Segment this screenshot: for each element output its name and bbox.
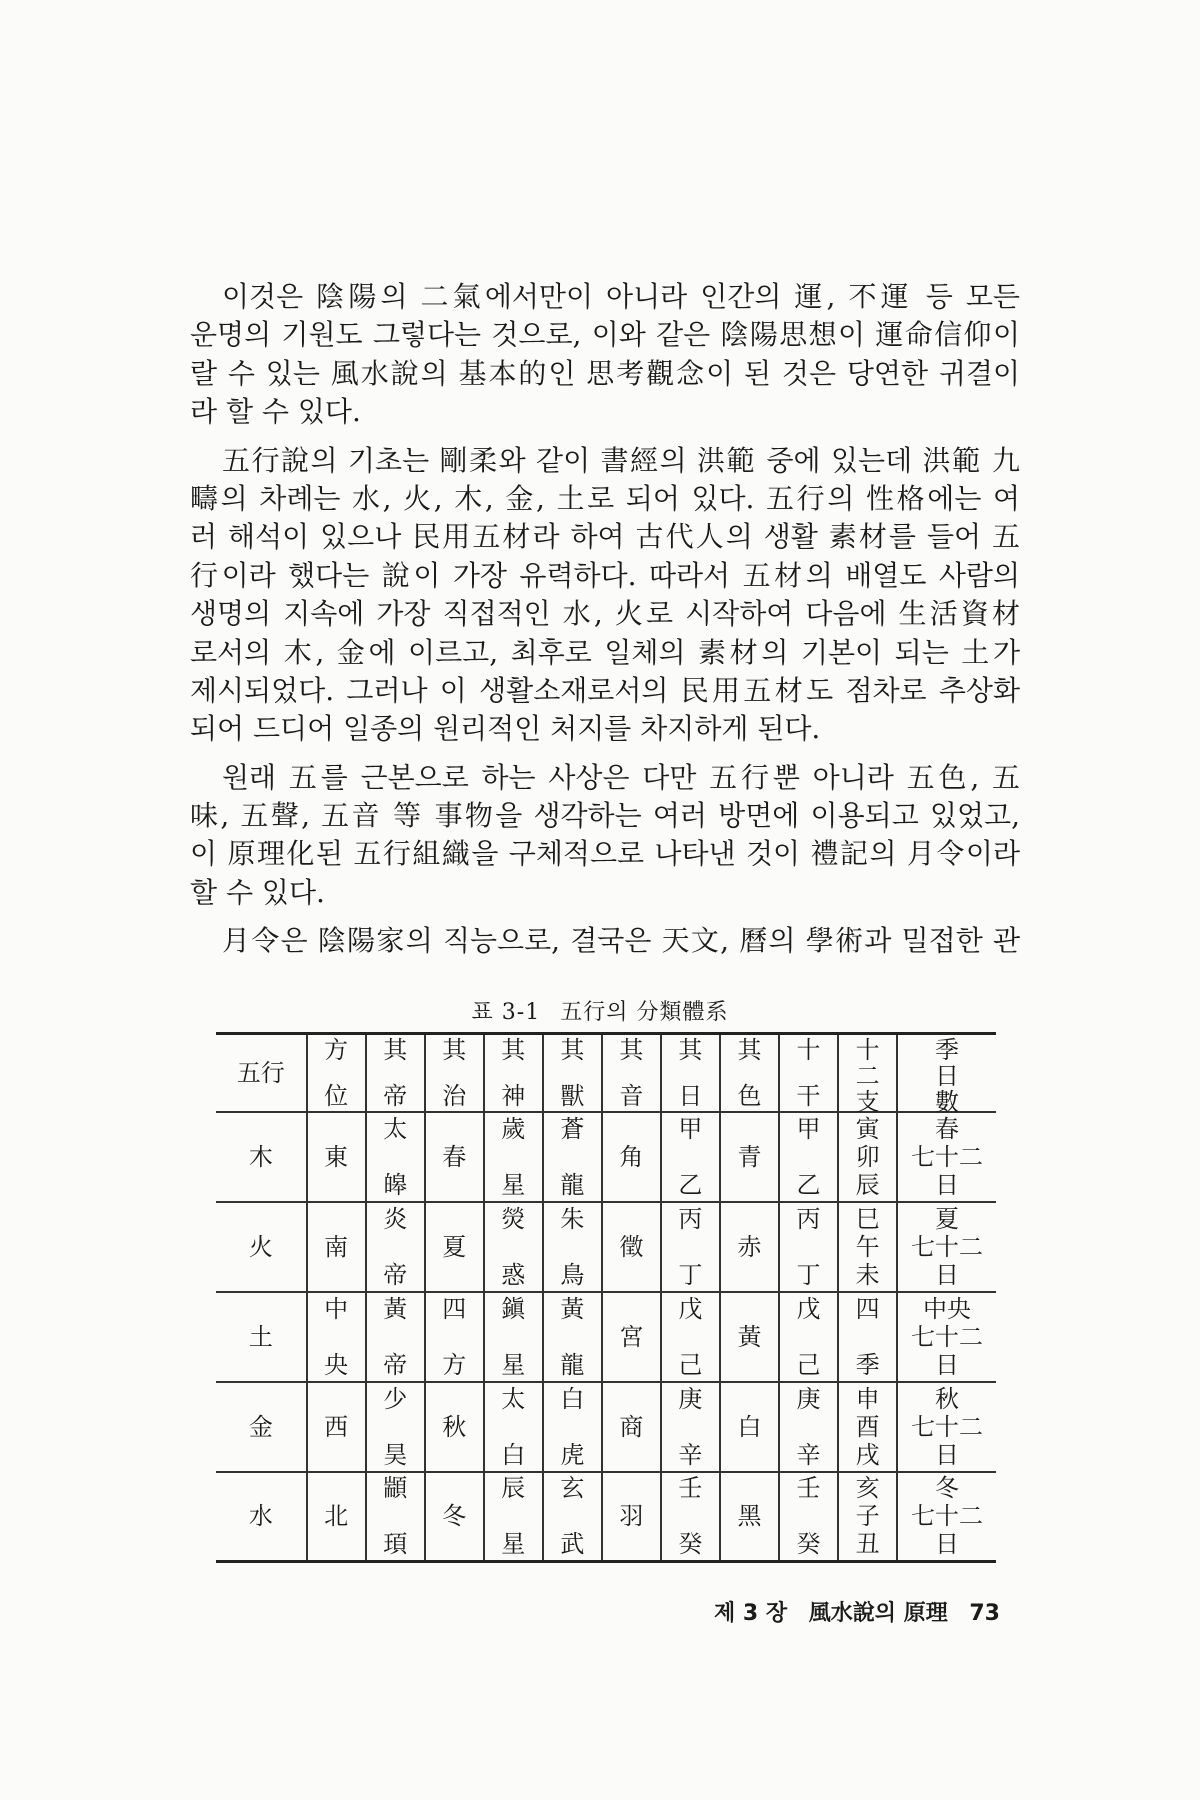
table-header-cell	[661, 1034, 720, 1112]
cell-text: 羽	[619, 1502, 644, 1531]
cell-text: 位	[324, 1081, 349, 1110]
cell-text: 七十二	[911, 1142, 984, 1171]
text-line: 로서의 木, 金에 이르고, 최후로 일체의 素材의 기본이 되는 土가	[190, 635, 1020, 669]
body-text	[190, 278, 1020, 971]
paragraph-3	[190, 759, 1020, 913]
cell-text: 四	[442, 1294, 467, 1323]
cell-text: 西	[324, 1412, 349, 1441]
table-cell	[216, 1472, 307, 1562]
cell-text: 秋	[442, 1412, 467, 1441]
cell-text: 寅	[855, 1114, 880, 1143]
cell-text: 壬	[678, 1474, 703, 1503]
table-cell	[216, 1292, 307, 1382]
cell-text: 戌	[855, 1440, 880, 1469]
cell-text: 癸	[796, 1530, 821, 1559]
text-line: 되어 드디어 일종의 원리적인 처지를 차지하게 된다.	[190, 712, 821, 746]
table-cell	[543, 1472, 602, 1562]
table-cell	[897, 1472, 996, 1562]
cell-text: 帝	[383, 1081, 408, 1110]
cell-text: 戊	[796, 1294, 821, 1323]
cell-text: 武	[560, 1530, 585, 1559]
paragraph-4	[190, 922, 1020, 960]
table-cell	[720, 1292, 779, 1382]
table-cell	[779, 1382, 838, 1472]
cell-text: 七十二	[911, 1412, 984, 1441]
table-cell	[661, 1382, 720, 1472]
table-cell	[366, 1292, 425, 1382]
cell-text: 二	[855, 1061, 880, 1090]
cell-text: 冬	[935, 1474, 960, 1503]
cell-text: 歲	[501, 1114, 526, 1143]
cell-text: 戊	[678, 1294, 703, 1323]
table-cell	[543, 1112, 602, 1202]
cell-text: 色	[737, 1081, 762, 1110]
cell-text: 龍	[560, 1350, 585, 1379]
cell-text: 星	[501, 1170, 526, 1199]
cell-text: 木	[248, 1142, 273, 1171]
cell-text: 金	[248, 1412, 273, 1441]
cell-text: 音	[619, 1081, 644, 1110]
cell-text: 徵	[619, 1232, 644, 1261]
table-cell	[425, 1112, 484, 1202]
cell-text: 星	[501, 1350, 526, 1379]
cell-text: 庚	[678, 1384, 703, 1413]
table-cell	[484, 1472, 543, 1562]
cell-text: 頊	[383, 1530, 408, 1559]
cell-text: 日	[935, 1170, 960, 1199]
cell-text: 甲	[678, 1114, 703, 1143]
text-line: 러 해석이 있으나 民用五材라 하여 古代人의 생활 素材를 들어 五	[190, 520, 1020, 554]
table-header-cell	[216, 1034, 307, 1112]
text-line: 五行說의 기초는 剛柔와 같이 書經의 洪範 중에 있는데 洪範 九	[222, 443, 1020, 477]
text-line: 라 할 수 있다.	[190, 395, 361, 429]
cell-text: 惑	[501, 1260, 526, 1289]
cell-text: 丁	[796, 1260, 821, 1289]
cell-text: 太	[383, 1114, 408, 1143]
cell-text: 帝	[383, 1350, 408, 1379]
cell-text: 太	[501, 1384, 526, 1413]
cell-text: 朱	[560, 1204, 585, 1233]
page-number: 73	[969, 1601, 1000, 1626]
table-cell	[720, 1382, 779, 1472]
cell-text: 亥	[855, 1474, 880, 1503]
cell-text: 日	[935, 1061, 960, 1090]
cell-text: 南	[324, 1232, 349, 1261]
table-cell	[425, 1292, 484, 1382]
table-cell	[838, 1112, 897, 1202]
cell-text: 青	[737, 1142, 762, 1171]
table-cell	[779, 1292, 838, 1382]
table-cell	[484, 1202, 543, 1292]
five-elements-table	[216, 1032, 996, 1563]
text-line: 月令은 陰陽家의 직능으로, 결국은 天文, 曆의 學術과 밀접한 관	[222, 924, 1020, 958]
paragraph-1	[190, 278, 1020, 432]
table-cell	[216, 1112, 307, 1202]
cell-text: 鎭	[501, 1294, 526, 1323]
cell-text: 辰	[855, 1170, 880, 1199]
table-cell	[366, 1112, 425, 1202]
cell-text: 黃	[560, 1294, 585, 1323]
text-line: 疇의 차례는 水, 火, 木, 金, 土로 되어 있다. 五行의 性格에는 여	[190, 481, 1020, 515]
text-line: 운명의 기원도 그렇다는 것으로, 이와 같은 陰陽思想이 運命信仰이	[190, 318, 1020, 352]
cell-text: 鳥	[560, 1260, 585, 1289]
table-cell	[366, 1202, 425, 1292]
table-cell	[661, 1112, 720, 1202]
cell-text: 丑	[855, 1530, 880, 1559]
cell-text: 春	[442, 1142, 467, 1171]
cell-text: 七十二	[911, 1232, 984, 1261]
cell-text: 玄	[560, 1474, 585, 1503]
cell-text: 四	[855, 1294, 880, 1323]
table-cell	[838, 1472, 897, 1562]
cell-text: 數	[935, 1087, 960, 1116]
table-cell	[779, 1112, 838, 1202]
cell-text: 治	[442, 1081, 467, 1110]
table-header-cell	[307, 1034, 366, 1112]
cell-text: 其	[678, 1035, 703, 1064]
cell-text: 辰	[501, 1474, 526, 1503]
table-cell	[307, 1202, 366, 1292]
cell-text: 未	[855, 1260, 880, 1289]
table-cell	[484, 1292, 543, 1382]
table-header-cell	[720, 1034, 779, 1112]
table-cell	[307, 1292, 366, 1382]
table-cell	[216, 1382, 307, 1472]
table-cell	[425, 1472, 484, 1562]
cell-text: 己	[678, 1350, 703, 1379]
table-header-row	[216, 1034, 996, 1112]
cell-text: 巳	[855, 1204, 880, 1233]
cell-text: 央	[324, 1350, 349, 1379]
cell-text: 甲	[796, 1114, 821, 1143]
table-caption	[0, 995, 1200, 1026]
text-line: 랄 수 있는 風水說의 基本的인 思考觀念이 된 것은 당연한 귀결이	[190, 356, 1020, 390]
cell-text: 夏	[442, 1232, 467, 1261]
cell-text: 中	[324, 1294, 349, 1323]
cell-text: 炎	[383, 1204, 408, 1233]
cell-text: 日	[935, 1350, 960, 1379]
table-cell	[366, 1382, 425, 1472]
table-cell	[661, 1292, 720, 1382]
cell-text: 土	[248, 1322, 273, 1351]
table-header-cell	[779, 1034, 838, 1112]
table-header-cell	[543, 1034, 602, 1112]
cell-text: 子	[855, 1502, 880, 1531]
cell-text: 辛	[678, 1440, 703, 1469]
text-line: 이것은 陰陽의 二氣에서만이 아니라 인간의 運, 不運 등 모든	[222, 280, 1020, 313]
cell-text: 商	[619, 1412, 644, 1441]
cell-text: 申	[855, 1384, 880, 1413]
cell-text: 日	[678, 1081, 703, 1110]
table-cell	[602, 1382, 661, 1472]
cell-text: 東	[324, 1142, 349, 1171]
table-cell	[602, 1472, 661, 1562]
table-cell	[897, 1202, 996, 1292]
cell-text: 白	[737, 1412, 762, 1441]
table-cell	[838, 1292, 897, 1382]
cell-text: 丙	[678, 1204, 703, 1233]
cell-text: 黃	[737, 1322, 762, 1351]
cell-text: 水	[248, 1502, 273, 1531]
cell-text: 其	[619, 1035, 644, 1064]
table-cell	[602, 1292, 661, 1382]
cell-text: 己	[796, 1350, 821, 1379]
cell-text: 帝	[383, 1260, 408, 1289]
cell-text: 方	[324, 1035, 349, 1064]
chapter-label: 제 3 장	[713, 1601, 788, 1626]
table-cell	[897, 1112, 996, 1202]
table-cell	[307, 1472, 366, 1562]
cell-text: 白	[501, 1440, 526, 1469]
cell-text: 七十二	[911, 1502, 984, 1531]
cell-text: 辛	[796, 1440, 821, 1469]
cell-text: 乙	[678, 1170, 703, 1199]
table-cell	[720, 1112, 779, 1202]
table-cell	[720, 1202, 779, 1292]
cell-text: 冬	[442, 1502, 467, 1531]
cell-text: 酉	[855, 1412, 880, 1441]
cell-text: 熒	[501, 1204, 526, 1233]
table-header-cell	[484, 1034, 543, 1112]
cell-text: 神	[501, 1081, 526, 1110]
cell-text: 白	[560, 1384, 585, 1413]
table-row	[216, 1472, 996, 1562]
table-title: 五行의 分類體系	[560, 1000, 729, 1025]
table-header-cell	[838, 1034, 897, 1116]
table-row	[216, 1382, 996, 1472]
text-line: 원래 五를 근본으로 하는 사상은 다만 五行뿐 아니라 五色, 五	[222, 760, 1020, 794]
table-cell	[602, 1112, 661, 1202]
cell-text: 春	[935, 1114, 960, 1143]
table-cell	[543, 1202, 602, 1292]
table-cell	[838, 1382, 897, 1472]
cell-text: 其	[737, 1035, 762, 1064]
cell-text: 秋	[935, 1384, 960, 1413]
cell-text: 顓	[383, 1474, 408, 1503]
text-line: 味, 五聲, 五音 等 事物을 생각하는 여러 방면에 이용되고 있었고,	[190, 799, 1020, 833]
cell-text: 支	[855, 1087, 880, 1116]
cell-text: 季	[855, 1350, 880, 1379]
cell-text: 五行	[236, 1058, 285, 1087]
text-line: 行이라 했다는 說이 가장 유력하다. 따라서 五材의 배열도 사람의	[190, 558, 1020, 592]
cell-text: 星	[501, 1530, 526, 1559]
table-cell	[307, 1382, 366, 1472]
cell-text: 丙	[796, 1204, 821, 1233]
table-header-cell	[602, 1034, 661, 1112]
cell-text: 方	[442, 1350, 467, 1379]
cell-text: 十	[796, 1035, 821, 1064]
cell-text: 龍	[560, 1170, 585, 1199]
cell-text: 夏	[935, 1204, 960, 1233]
cell-text: 黑	[737, 1502, 762, 1531]
table-header-cell	[366, 1034, 425, 1112]
cell-text: 宮	[619, 1322, 644, 1351]
cell-text: 庚	[796, 1384, 821, 1413]
text-line: 이 原理化된 五行組織을 구체적으로 나타낸 것이 禮記의 月令이라	[190, 837, 1020, 871]
cell-text: 乙	[796, 1170, 821, 1199]
cell-text: 皞	[383, 1170, 408, 1199]
cell-text: 其	[501, 1035, 526, 1064]
table-cell	[897, 1382, 996, 1472]
table-cell	[779, 1202, 838, 1292]
table-header-cell	[897, 1034, 996, 1116]
cell-text: 少	[383, 1384, 408, 1413]
cell-text: 赤	[737, 1232, 762, 1261]
table-cell	[543, 1382, 602, 1472]
cell-text: 卯	[855, 1142, 880, 1171]
cell-text: 十	[855, 1035, 880, 1064]
page-footer	[700, 1596, 1000, 1627]
table-cell	[425, 1202, 484, 1292]
cell-text: 癸	[678, 1530, 703, 1559]
table-header-cell	[425, 1034, 484, 1112]
table-cell	[661, 1472, 720, 1562]
table-cell	[661, 1202, 720, 1292]
table-row	[216, 1202, 996, 1292]
table-cell	[838, 1202, 897, 1292]
cell-text: 黃	[383, 1294, 408, 1323]
cell-text: 丁	[678, 1260, 703, 1289]
table-cell	[779, 1472, 838, 1562]
table-number: 표 3-1	[471, 1000, 541, 1025]
table-cell	[425, 1382, 484, 1472]
text-line: 할 수 있다.	[190, 875, 325, 909]
table-cell	[307, 1112, 366, 1202]
table-cell	[897, 1292, 996, 1382]
cell-text: 蒼	[560, 1114, 585, 1143]
cell-text: 季	[935, 1035, 960, 1064]
table-cell	[543, 1292, 602, 1382]
cell-text: 北	[324, 1502, 349, 1531]
table-cell	[484, 1382, 543, 1472]
cell-text: 午	[855, 1232, 880, 1261]
table-row	[216, 1112, 996, 1202]
table-cell	[366, 1472, 425, 1562]
cell-text: 火	[248, 1232, 273, 1261]
cell-text: 虎	[560, 1440, 585, 1469]
cell-text: 日	[935, 1440, 960, 1469]
table-cell	[720, 1472, 779, 1562]
text-line: 제시되었다. 그러나 이 생활소재로서의 民用五材도 점차로 추상화	[190, 673, 1020, 707]
cell-text: 日	[935, 1260, 960, 1289]
paragraph-2	[190, 442, 1020, 749]
cell-text: 其	[560, 1035, 585, 1064]
cell-text: 角	[619, 1142, 644, 1171]
text-line: 생명의 지속에 가장 직접적인 水, 火로 시작하여 다음에 生活資材	[190, 597, 1020, 631]
cell-text: 其	[442, 1035, 467, 1064]
cell-text: 干	[796, 1081, 821, 1110]
cell-text: 昊	[383, 1440, 408, 1469]
table-cell	[602, 1202, 661, 1292]
cell-text: 其	[383, 1035, 408, 1064]
cell-text: 壬	[796, 1474, 821, 1503]
cell-text: 日	[935, 1530, 960, 1559]
table-row	[216, 1292, 996, 1382]
table-cell	[484, 1112, 543, 1202]
chapter-title: 風水說의 原理	[808, 1601, 948, 1626]
cell-text: 中央	[923, 1294, 972, 1323]
table-cell	[216, 1202, 307, 1292]
cell-text: 獸	[560, 1081, 585, 1110]
cell-text: 七十二	[911, 1322, 984, 1351]
